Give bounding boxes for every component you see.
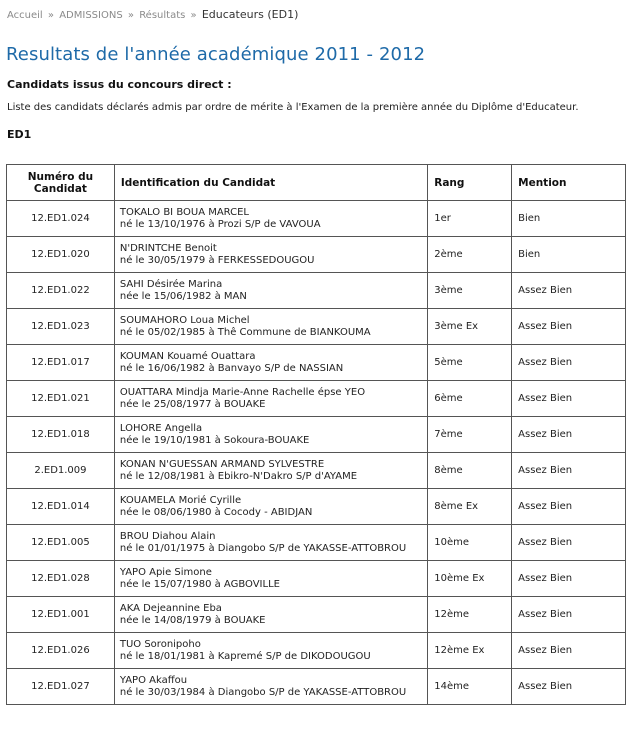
cell-identification — [114, 633, 427, 669]
candidate-name: KOUMAN Kouamé Ouattara — [119, 350, 256, 362]
cell-numero: 2.ED1.009 — [7, 453, 115, 489]
candidate-birth: née le 15/06/1982 à MAN — [119, 290, 247, 302]
cell-mention: Assez Bien — [512, 525, 626, 561]
candidate-name: YAPO Akaffou — [119, 674, 188, 686]
table-row — [7, 201, 626, 237]
cell-rang: 2ème — [428, 237, 512, 273]
cell-rang: 12ème — [428, 597, 512, 633]
cell-rang: 5ème — [428, 345, 512, 381]
cell-rang: 8ème Ex — [428, 489, 512, 525]
candidate-birth: né le 30/03/1984 à Diangobo S/P de YAKASSE-ATTOBROU — [119, 686, 407, 698]
candidate-birth: né le 13/10/1976 à Prozi S/P de VAVOUA — [119, 218, 321, 230]
table-row — [7, 309, 626, 345]
table-row — [7, 489, 626, 525]
candidate-name: N'DRINTCHE Benoit — [119, 242, 217, 254]
header-rang: Rang — [428, 165, 512, 201]
candidate-name: OUATTARA Mindja Marie-Anne Rachelle épse YEO — [119, 386, 366, 398]
program-code: ED1 — [7, 128, 32, 141]
candidate-birth: née le 14/08/1979 à BOUAKE — [119, 614, 266, 626]
cell-numero: 12.ED1.017 — [7, 345, 115, 381]
table-row — [7, 597, 626, 633]
cell-identification — [114, 453, 427, 489]
candidate-name: KOUAMELA Morié Cyrille — [119, 494, 242, 506]
cell-rang: 7ème — [428, 417, 512, 453]
cell-identification — [114, 237, 427, 273]
cell-numero: 12.ED1.022 — [7, 273, 115, 309]
cell-numero: 12.ED1.023 — [7, 309, 115, 345]
header-mention: Mention — [512, 165, 626, 201]
cell-mention: Assez Bien — [512, 273, 626, 309]
cell-identification — [114, 273, 427, 309]
cell-rang: 1er — [428, 201, 512, 237]
breadcrumb-current: Educateurs (ED1) — [201, 8, 299, 21]
cell-numero: 12.ED1.027 — [7, 669, 115, 705]
cell-identification — [114, 669, 427, 705]
cell-identification — [114, 489, 427, 525]
cell-identification — [114, 525, 427, 561]
candidate-name: SOUMAHORO Loua Michel — [119, 314, 250, 326]
cell-rang: 12ème Ex — [428, 633, 512, 669]
cell-rang: 3ème Ex — [428, 309, 512, 345]
cell-numero: 12.ED1.014 — [7, 489, 115, 525]
cell-identification — [114, 561, 427, 597]
cell-numero: 12.ED1.020 — [7, 237, 115, 273]
section-subheading: Candidats issus du concours direct : — [7, 78, 232, 91]
candidate-name: YAPO Apie Simone — [119, 566, 212, 578]
cell-numero: 12.ED1.001 — [7, 597, 115, 633]
cell-identification — [114, 309, 427, 345]
candidate-birth: née le 19/10/1981 à Sokoura-BOUAKE — [119, 434, 310, 446]
cell-rang: 8ème — [428, 453, 512, 489]
candidate-birth: née le 15/07/1980 à AGBOVILLE — [119, 578, 280, 590]
breadcrumb-separator: » — [127, 10, 134, 21]
cell-numero: 12.ED1.021 — [7, 381, 115, 417]
cell-numero: 12.ED1.026 — [7, 633, 115, 669]
candidate-name: AKA Dejeannine Eba — [119, 602, 222, 614]
candidate-birth: né le 16/06/1982 à Banvayo S/P de NASSIAN — [119, 362, 344, 374]
cell-mention: Assez Bien — [512, 309, 626, 345]
cell-identification — [114, 381, 427, 417]
cell-identification — [114, 201, 427, 237]
candidate-birth: né le 30/05/1979 à FERKESSEDOUGOU — [119, 254, 315, 266]
candidate-birth: né le 05/02/1985 à Thê Commune de BIANKOUMA — [119, 326, 371, 338]
section-description: Liste des candidats déclarés admis par ordre de mérite à l'Examen de la première année du Diplôme d'Educateur. — [7, 102, 579, 113]
table-row — [7, 417, 626, 453]
cell-mention: Assez Bien — [512, 345, 626, 381]
results-table — [6, 164, 626, 705]
table-row — [7, 273, 626, 309]
table-row — [7, 237, 626, 273]
header-numero-line2: Candidat — [33, 182, 87, 195]
breadcrumb-separator: » — [190, 10, 197, 21]
cell-rang: 14ème — [428, 669, 512, 705]
cell-identification — [114, 597, 427, 633]
cell-numero: 12.ED1.028 — [7, 561, 115, 597]
cell-identification — [114, 345, 427, 381]
table-row — [7, 345, 626, 381]
breadcrumb-separator: » — [47, 10, 55, 21]
candidate-birth: né le 01/01/1975 à Diangobo S/P de YAKASSE-ATTOBROU — [119, 542, 407, 554]
cell-mention: Assez Bien — [512, 417, 626, 453]
page-title: Resultats de l'année académique 2011 - 2012 — [6, 44, 426, 65]
candidate-birth: née le 25/08/1977 à BOUAKE — [119, 398, 266, 410]
cell-rang: 6ème — [428, 381, 512, 417]
breadcrumb-link-admissions[interactable]: ADMISSIONS — [59, 10, 123, 21]
table-row — [7, 381, 626, 417]
cell-mention: Bien — [512, 201, 626, 237]
candidate-name: TOKALO BI BOUA MARCEL — [119, 206, 249, 218]
header-numero-line1: Numéro du — [27, 170, 94, 183]
candidate-birth: né le 18/01/1981 à Kapremé S/P de DIKODOUGOU — [119, 650, 371, 662]
candidate-name: TUO Soronipoho — [119, 638, 201, 650]
cell-mention: Assez Bien — [512, 453, 626, 489]
cell-mention: Assez Bien — [512, 561, 626, 597]
cell-numero: 12.ED1.005 — [7, 525, 115, 561]
cell-numero: 12.ED1.024 — [7, 201, 115, 237]
cell-identification — [114, 417, 427, 453]
breadcrumb-link-accueil[interactable]: Accueil — [7, 10, 43, 21]
cell-mention: Assez Bien — [512, 381, 626, 417]
candidate-name: KONAN N'GUESSAN ARMAND SYLVESTRE — [119, 458, 325, 470]
candidate-name: LOHORE Angella — [119, 422, 203, 434]
header-identification: Identification du Candidat — [114, 165, 427, 201]
candidate-name: SAHI Désirée Marina — [119, 278, 223, 290]
cell-rang: 10ème Ex — [428, 561, 512, 597]
breadcrumb — [7, 8, 298, 21]
table-row — [7, 669, 626, 705]
table-row — [7, 453, 626, 489]
candidate-birth: né le 12/08/1981 à Ebikro-N'Dakro S/P d'AYAME — [119, 470, 358, 482]
cell-mention: Assez Bien — [512, 669, 626, 705]
cell-mention: Assez Bien — [512, 489, 626, 525]
table-row — [7, 525, 626, 561]
candidate-birth: née le 08/06/1980 à Cocody - ABIDJAN — [119, 506, 313, 518]
cell-rang: 10ème — [428, 525, 512, 561]
table-row — [7, 633, 626, 669]
candidate-name: BROU Diahou Alain — [119, 530, 216, 542]
cell-rang: 3ème — [428, 273, 512, 309]
header-numero — [7, 165, 115, 201]
cell-mention: Bien — [512, 237, 626, 273]
breadcrumb-link-resultats[interactable]: Résultats — [139, 10, 186, 21]
cell-mention: Assez Bien — [512, 633, 626, 669]
table-header-row — [7, 165, 626, 201]
table-row — [7, 561, 626, 597]
cell-mention: Assez Bien — [512, 597, 626, 633]
cell-numero: 12.ED1.018 — [7, 417, 115, 453]
